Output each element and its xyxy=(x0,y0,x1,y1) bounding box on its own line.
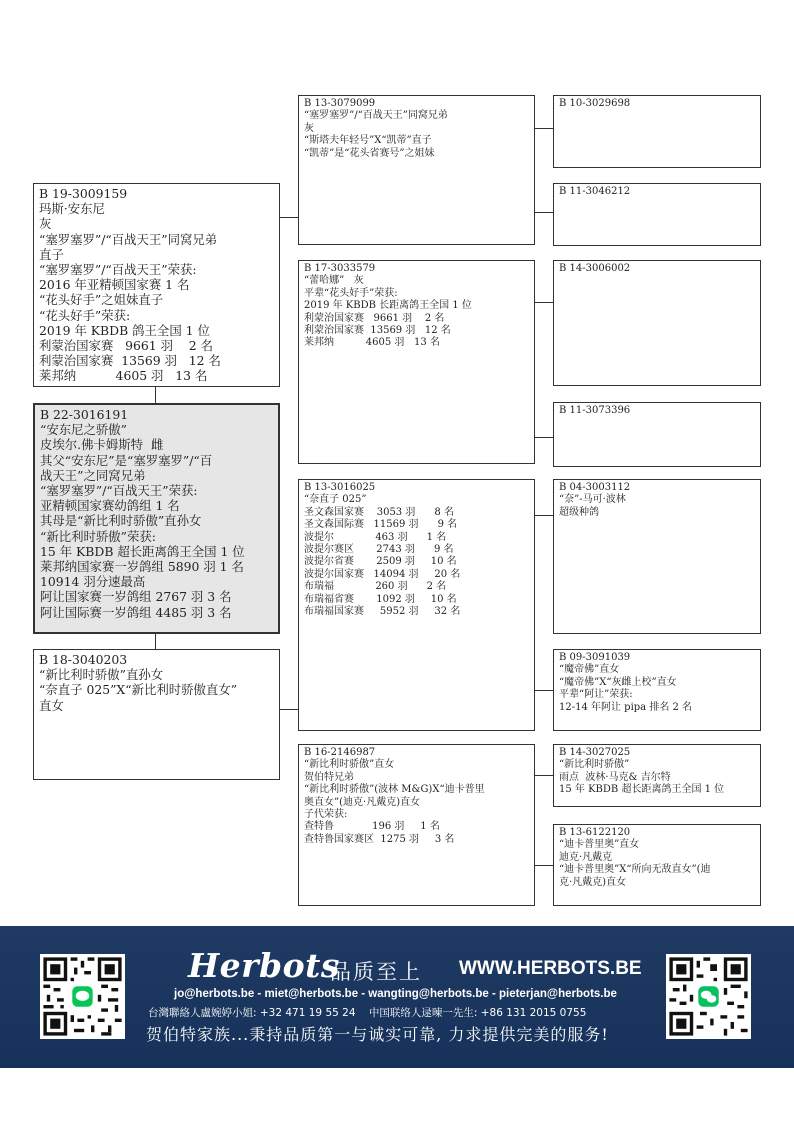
brand-logo: Herbots xyxy=(188,946,340,985)
card-details xyxy=(39,201,274,383)
ring-number: B 13-6122120 xyxy=(559,827,631,838)
sire-card xyxy=(33,183,280,387)
detail-line: 阿让国家赛一岁鸽组 2767 羽 3 名 xyxy=(40,589,232,605)
connector xyxy=(534,128,554,129)
detail-line: “花头好手”荣获: xyxy=(39,307,131,323)
card-details xyxy=(559,494,755,519)
ring-number: B 04-3003112 xyxy=(559,482,631,493)
card-details xyxy=(559,839,755,889)
card-details xyxy=(304,494,529,618)
detail-line: 皮埃尔.佛卡姆斯特 雌 xyxy=(40,437,164,453)
website-link[interactable]: WWW.HERBOTS.BE xyxy=(459,958,642,979)
detail-line: 其母是“新比利时骄傲”直孙女 xyxy=(40,513,202,529)
detail-line: “塞罗塞罗”/“百战天王”荣获: xyxy=(39,262,197,278)
detail-line: 雨点 波林·马克& 吉尔特 xyxy=(559,771,671,783)
card-details xyxy=(304,110,529,160)
detail-line: 布瑞福国家赛 5952 羽 32 名 xyxy=(304,606,461,618)
email-contacts[interactable]: jo@herbots.be - miet@herbots.be - wangting@herbots.be - pieterjan@herbots.be xyxy=(174,988,617,1000)
qr-code-left[interactable] xyxy=(40,954,125,1039)
sire-dam-card xyxy=(298,260,535,464)
subject-pigeon-card xyxy=(33,403,280,634)
ancestor-card-sss xyxy=(553,95,761,168)
detail-line: “蕾哈娜” 灰 xyxy=(304,275,364,287)
detail-line: 贺伯特兄弟 xyxy=(304,771,354,783)
ring-number: B 16-2146987 xyxy=(304,747,376,758)
detail-line: “塞罗塞罗”/“百战天王”同窝兄弟 xyxy=(39,231,218,247)
connector xyxy=(155,386,156,403)
detail-line: 利蒙治国家赛 9661 羽 2 名 xyxy=(304,312,445,324)
detail-line: “花头好手”之姐妹直子 xyxy=(39,292,164,308)
detail-line: 波提尔省赛 2509 羽 10 名 xyxy=(304,556,457,568)
ring-number: B 19-3009159 xyxy=(39,186,128,201)
detail-line: 利蒙治国家赛 9661 羽 2 名 xyxy=(39,338,213,354)
detail-line: 利蒙治国家赛 13569 羽 12 名 xyxy=(39,353,221,369)
ring-number: B 14-3027025 xyxy=(559,747,631,758)
ancestor-card-ddd xyxy=(553,824,761,906)
wechat-icon xyxy=(698,986,718,1006)
detail-line: “新比利时骄傲”(波林 M&G)X“迪卡普里 xyxy=(304,784,485,796)
family-motto: 贺伯特家族...秉持品质第一与诚实可靠, 力求提供完美的服务! xyxy=(146,1025,609,1044)
detail-line: 2019 年 KBDB 长距离鸽王全国 1 位 xyxy=(304,300,472,312)
detail-line: 圣文森国家赛 3053 羽 8 名 xyxy=(304,506,454,518)
connector xyxy=(534,775,554,776)
ring-number: B 18-3040203 xyxy=(39,652,128,667)
detail-line: 12-14 年阿让 pipa 排名 2 名 xyxy=(559,701,693,713)
detail-line: 查特鲁 196 羽 1 名 xyxy=(304,821,440,833)
detail-line: 波提尔赛区 2743 羽 9 名 xyxy=(304,544,454,556)
detail-line: “魔帝佛”直女 xyxy=(559,664,620,676)
detail-line: 波提尔国家赛 14094 羽 20 名 xyxy=(304,568,461,580)
detail-line: 10914 羽分速最高 xyxy=(40,574,146,590)
detail-line: 玛斯·安东尼 xyxy=(39,201,105,217)
detail-line: 圣文森国际赛 11569 羽 9 名 xyxy=(304,519,458,531)
dam-sire-card xyxy=(298,479,535,731)
detail-line: 15 年 KBDB 超长距离鸽王全国 1 位 xyxy=(40,543,245,559)
card-details xyxy=(304,759,529,846)
detail-line: 战天王”之同窝兄弟 xyxy=(40,467,146,483)
detail-line: 亚精顿国家赛幼鸽组 1 名 xyxy=(40,498,180,514)
dam-dam-card xyxy=(298,744,535,906)
ring-number: B 13-3016025 xyxy=(304,482,376,493)
connector xyxy=(155,633,156,650)
line-icon xyxy=(72,986,92,1006)
card-details xyxy=(40,422,273,620)
detail-line: 灰 xyxy=(39,216,52,232)
detail-line: “新比利时骄傲”直孙女 xyxy=(39,667,164,683)
detail-line: 克·凡戴克)直女 xyxy=(559,876,627,888)
detail-line: 灰 xyxy=(304,122,314,134)
detail-line: “新比利时骄傲” xyxy=(559,759,630,771)
detail-line: “安东尼之骄傲” xyxy=(40,422,128,438)
detail-line: 直女 xyxy=(39,697,64,713)
detail-line: 子代荣获: xyxy=(304,809,348,821)
ring-number: B 10-3029698 xyxy=(559,98,631,109)
detail-line: 莱邦纳国家赛一岁鸽组 5890 羽 1 名 xyxy=(40,559,244,575)
detail-line: “新比利时骄傲”直女 xyxy=(304,759,395,771)
dam-card xyxy=(33,649,280,780)
detail-line: “新比利时骄傲”荣获: xyxy=(40,528,156,544)
qr-code-right[interactable] xyxy=(666,954,751,1039)
detail-line: 布瑞福 260 羽 2 名 xyxy=(304,581,447,593)
detail-line: 奥直女”(迪克·凡戴克)直女 xyxy=(304,796,421,808)
connector xyxy=(279,709,298,710)
connector xyxy=(279,217,298,218)
phone-contacts: 台灣聯絡人盧婉婷小姐: +32 471 19 55 24 中国联络人逯暕一先生: +86 131 2015 0755 xyxy=(148,1007,587,1019)
card-details xyxy=(304,275,529,349)
ring-number: B 22-3016191 xyxy=(40,407,129,422)
card-details xyxy=(39,667,274,713)
detail-line: “斯塔夫年轻号”X“凯蒂”直子 xyxy=(304,135,432,147)
detail-line: 阿让国际赛一岁鸽组 4485 羽 3 名 xyxy=(40,604,232,620)
detail-line: 平辈“花头好手”荣获: xyxy=(304,287,398,299)
ancestor-card-dss xyxy=(553,479,761,634)
detail-line: 直子 xyxy=(39,246,64,262)
detail-line: “塞罗塞罗”/“百战天王”荣获: xyxy=(40,483,198,499)
sire-sire-card xyxy=(298,95,535,245)
ancestor-card-sdd xyxy=(553,402,761,467)
detail-line: 波提尔 463 羽 1 名 xyxy=(304,531,447,543)
detail-line: 莱邦纳 4605 羽 13 名 xyxy=(304,337,440,349)
ring-number: B 13-3079099 xyxy=(304,98,376,109)
detail-line: 平辈“阿让”荣获: xyxy=(559,689,633,701)
detail-line: 迪克·凡戴克 xyxy=(559,851,613,863)
detail-line: “迪卡普里奥”X“所向无敌直女”(迪 xyxy=(559,864,711,876)
connector xyxy=(534,865,554,866)
brand-slogan: 品质至上 xyxy=(330,960,422,984)
detail-line: 莱邦纳 4605 羽 13 名 xyxy=(39,368,208,384)
detail-line: 超级种鸽 xyxy=(559,506,599,518)
ring-number: B 09-3091039 xyxy=(559,652,631,663)
ancestor-card-dds xyxy=(553,744,761,807)
ancestor-card-sds xyxy=(553,260,761,386)
detail-line: “奈”-马可·波林 xyxy=(559,494,626,506)
detail-line: “魔帝佛”X“灰雌上校”直女 xyxy=(559,676,677,688)
detail-line: “迪卡普里奥”直女 xyxy=(559,839,640,851)
detail-line: “凯蒂”是“花头省赛号”之姐妹 xyxy=(304,147,435,159)
ring-number: B 11-3046212 xyxy=(559,186,631,197)
ancestor-card-ssd xyxy=(553,183,761,246)
connector xyxy=(534,515,554,516)
detail-line: 2016 年亚精顿国家赛 1 名 xyxy=(39,277,190,293)
detail-line: “塞罗塞罗”/“百战天王”同窝兄弟 xyxy=(304,110,448,122)
card-details xyxy=(559,759,755,796)
ring-number: B 17-3033579 xyxy=(304,263,376,274)
ancestor-card-dsd xyxy=(553,649,761,731)
detail-line: 2019 年 KBDB 鸽王全国 1 位 xyxy=(39,322,210,338)
connector xyxy=(534,690,554,691)
detail-line: 查特鲁国家赛区 1275 羽 3 名 xyxy=(304,833,455,845)
detail-line: “奈直子 025”X“新比利时骄傲直女” xyxy=(39,682,238,698)
detail-line: “奈直子 025” xyxy=(304,494,367,506)
ring-number: B 11-3073396 xyxy=(559,405,631,416)
card-details xyxy=(559,664,755,714)
detail-line: 利蒙治国家赛 13569 羽 12 名 xyxy=(304,325,451,337)
connector xyxy=(534,212,554,213)
connector xyxy=(534,302,554,303)
detail-line: 15 年 KBDB 超长距离鸽王全国 1 位 xyxy=(559,784,725,796)
ring-number: B 14-3006002 xyxy=(559,263,631,274)
detail-line: 其父“安东尼”是“塞罗塞罗”/“百 xyxy=(40,452,213,468)
connector xyxy=(534,437,554,438)
detail-line: 布瑞福省赛 1092 羽 10 名 xyxy=(304,593,457,605)
